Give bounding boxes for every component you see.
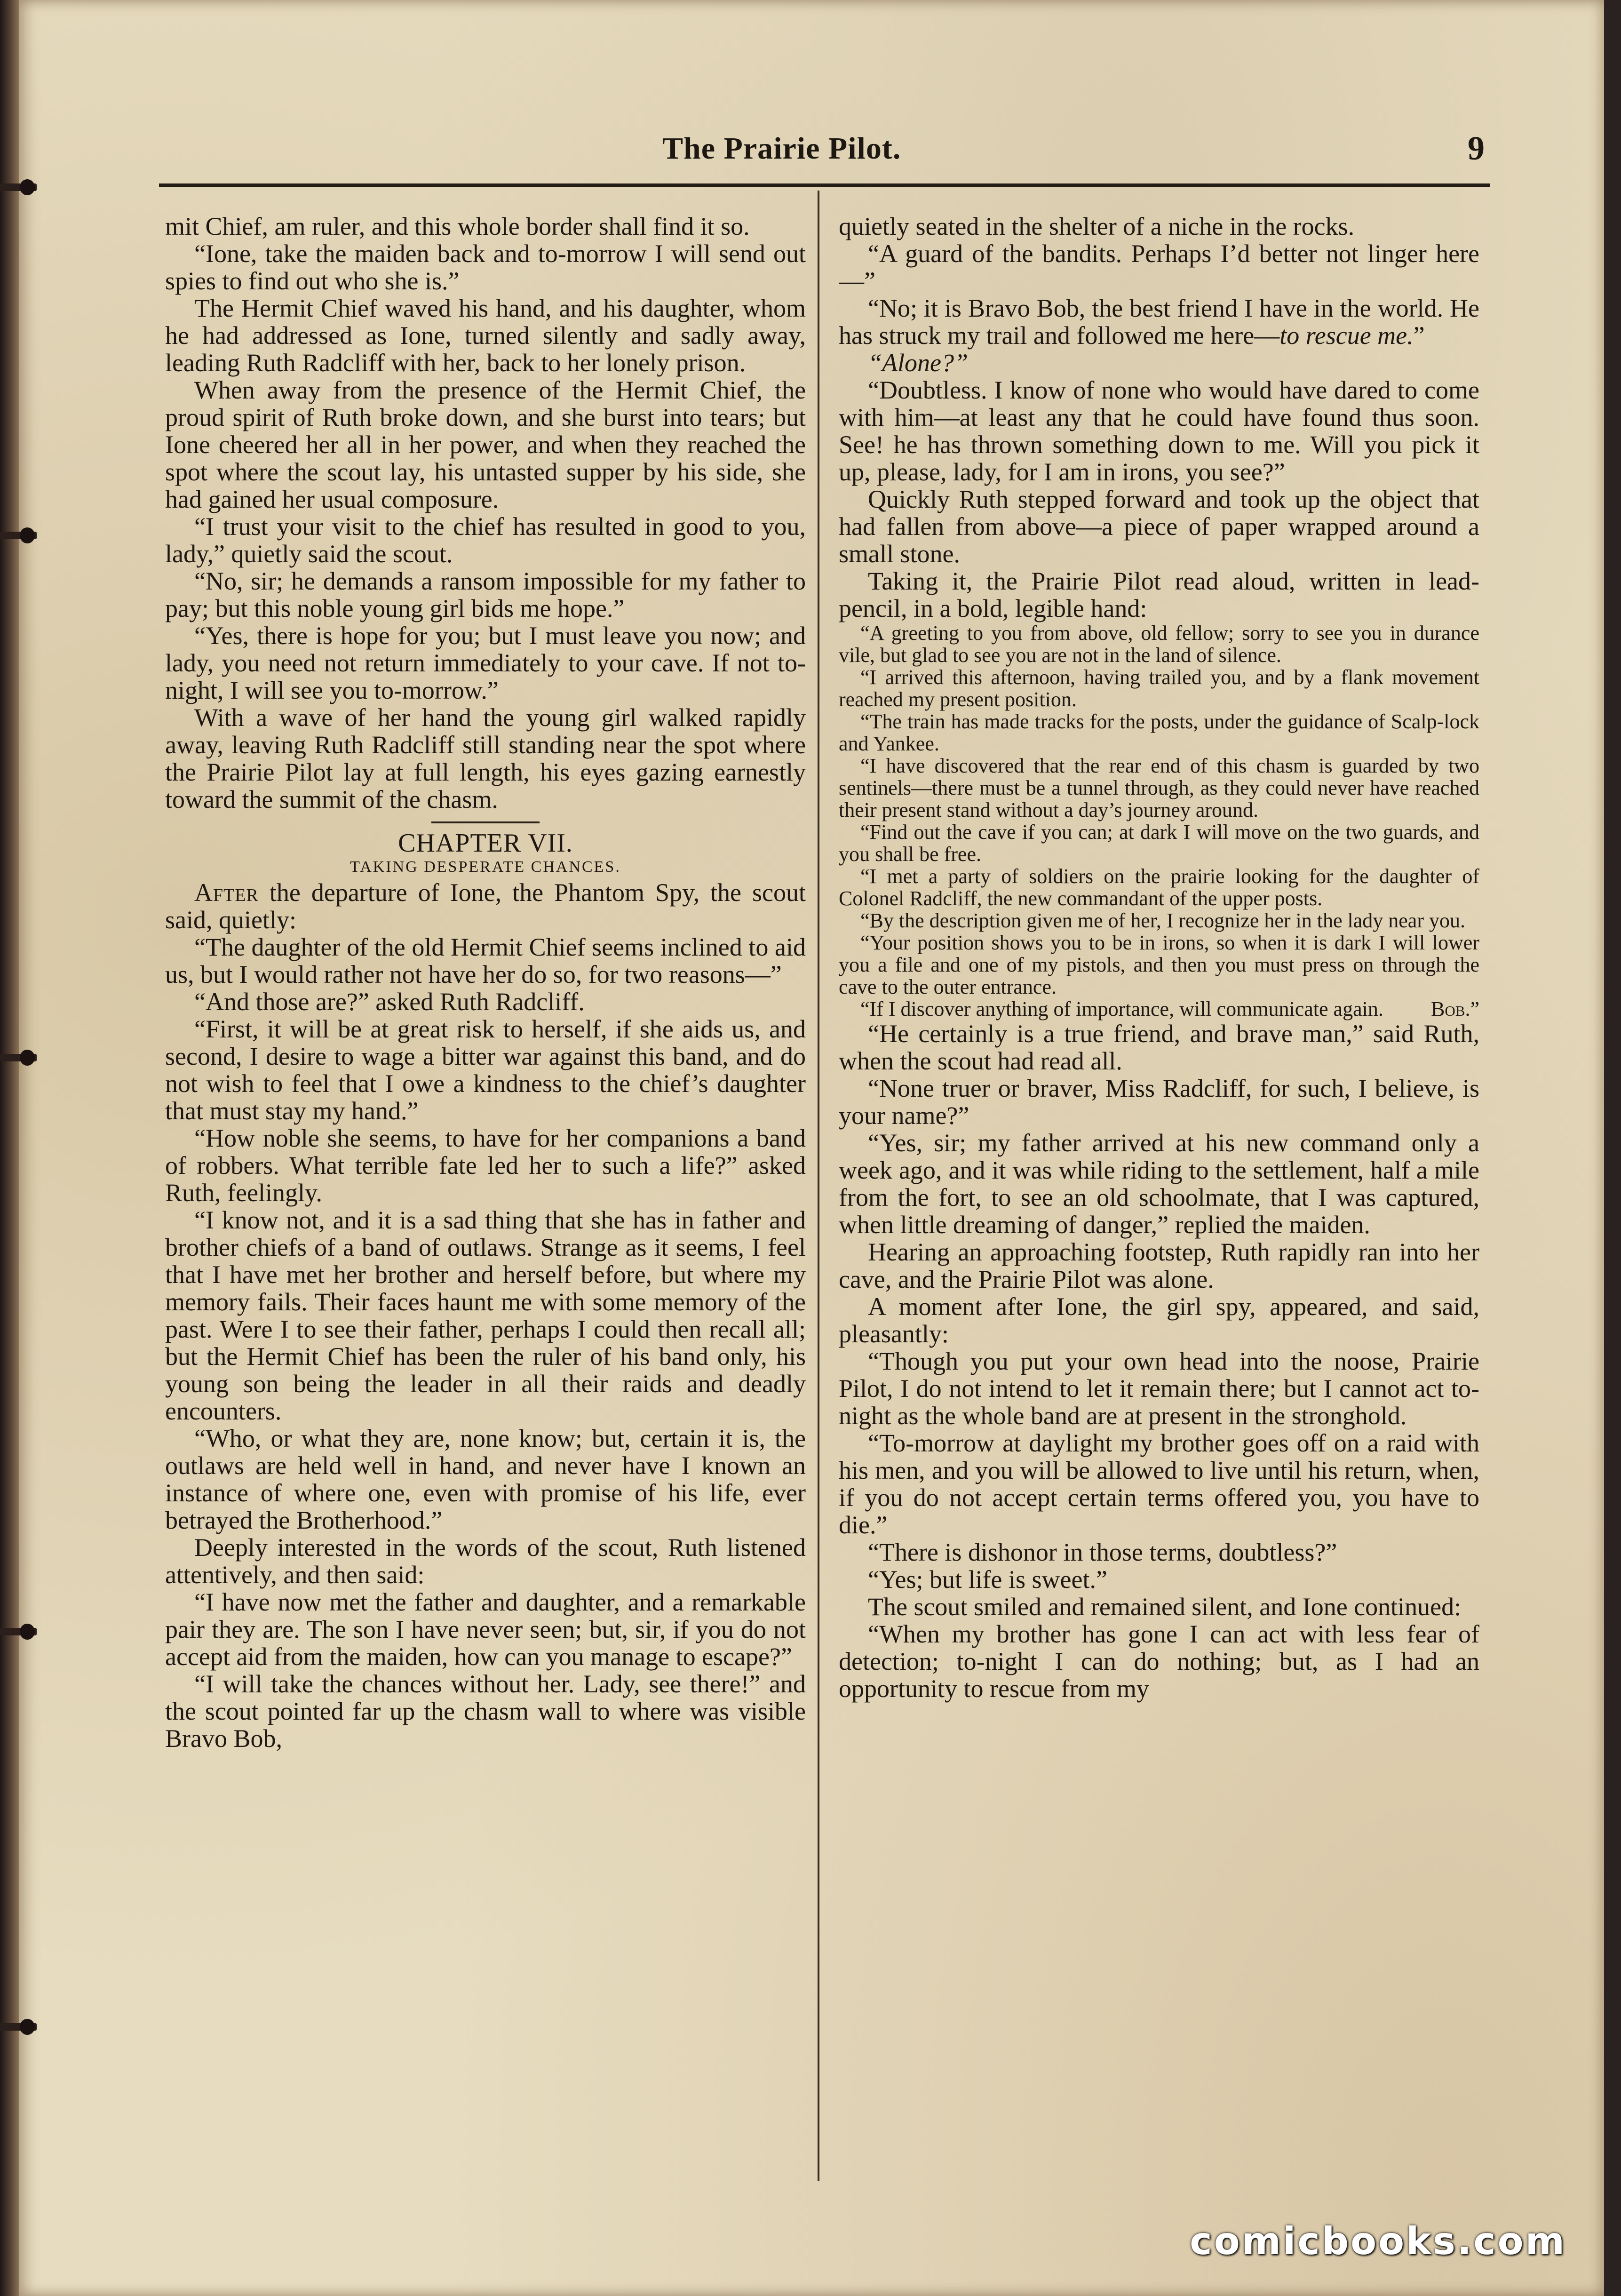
paragraph: “How noble she seems, to have for her companions a band of robbers. What terrible fate led her to such a life?” asked Ruth, feelingly. [165,1124,806,1207]
paragraph: Taking it, the Prairie Pilot read aloud, written in lead-pencil, in a bold, legible hand: [839,567,1479,622]
staple-hole [0,2023,37,2031]
spine-binding [0,0,19,2296]
paragraph: “Doubtless. I know of none who would have dared to come with him—at least any that he could have found thus soon. See! he has thrown something down to me. Will you pick it up, please, lady, for I am in irons, you see?” [839,376,1479,486]
column-divider [818,191,819,2181]
letter-paragraph [839,998,1479,1020]
paragraph: “Who, or what they are, none know; but, certain it is, the outlaws are held well in hand, and never have I known an instance of where one, even with promise of his life, ever betrayed the Brotherhood.” [165,1424,806,1534]
paragraph: “First, it will be at great risk to herself, if she aids us, and second, I desire to wage a bitter war against this band, and do not wish to feel that I owe a kindness to the chief’s daughter that must stay my hand.” [165,1015,806,1125]
paragraph: “I will take the chances without her. Lady, see there!” and the scout pointed far up the chasm wall to where was visible Bravo Bob, [165,1670,806,1753]
paragraph: quietly seated in the shelter of a niche in the rocks. [839,213,1355,240]
site-watermark: comicbooks.com [1190,2219,1566,2263]
staple-hole [0,1054,37,1061]
page-header-title: The Prairie Pilot. [662,131,901,166]
letter-paragraph: “I have discovered that the rear end of this chasm is guarded by two sentinels—there must be a tunnel through, as they could never have reached their present stand without a day’s journey around. [839,754,1479,821]
chapter-divider [431,821,540,823]
letter-text: “If I discover anything of importance, will communicate again. [860,997,1383,1020]
paragraph: “I trust your visit to the chief has resulted in good to you, lady,” quietly said the scout. [165,512,806,568]
paragraph: “Yes, sir; my father arrived at his new command only a week ago, and it was while riding to the settlement, half a mile from the fort, to see an old schoolmate, that I was captured, when little dreaming of danger,” replied the maiden. [839,1129,1479,1239]
paragraph: “When my brother has gone I can act with less fear of detection; to-night I can do nothing; but, as I had an opportunity to rescue from my [839,1620,1479,1703]
letter-paragraph: “I arrived this afternoon, having trailed you, and by a flank movement reached my present position. [839,666,1479,711]
quoted-letter [839,622,1479,1020]
letter-paragraph: “The train has made tracks for the posts, under the guidance of Scalp-lock and Yankee. [839,710,1479,755]
right-column [839,213,1479,2179]
paragraph: Quickly Ruth stepped forward and took up the object that had fallen from above—a piece of paper wrapped around a small stone. [839,485,1479,568]
paragraph: “Yes, there is hope for you; but I must leave you now; and lady, you need not return immediately to your cave. If not to-night, I will see you to-morrow.” [165,622,806,704]
paragraph: “And those are?” asked Ruth Radcliff. [194,988,585,1016]
paragraph: “The daughter of the old Hermit Chief seems inclined to aid us, but I would rather not have her do so, for two reasons—” [165,933,806,989]
paragraph: The scout smiled and remained silent, and Ione continued: [868,1593,1462,1621]
paragraph: “I know not, and it is a sad thing that she has in father and brother chiefs of a band of outlaws. Strange as it seems, I feel that I have met her brother and herself before, but where my memory fails. Their faces haunt me with some memory of the past. Were I to see their father, perhaps I could then recall all; but the Hermit Chief has been the ruler of his band only, his young son being the leader in all their raids and deadly encounters. [165,1206,806,1425]
staple-hole [0,1628,37,1635]
emphasis-text: to rescue me. [1279,321,1414,350]
paragraph: When away from the presence of the Hermit Chief, the proud spirit of Ruth broke down, and she burst into tears; but Ione cheered her all in her power, and when they reached the spot where the scout lay, his untasted supper by his side, she had gained her usual composure. [165,376,806,513]
paragraph: “There is dishonor in those terms, doubtless?” [868,1538,1337,1566]
paragraph: “None truer or braver, Miss Radcliff, for such, I believe, is your name?” [839,1074,1479,1130]
chapter-subtitle: TAKING DESPERATE CHANCES. [350,858,621,876]
paragraph: Deeply interested in the words of the scout, Ruth listened attentively, and then said: [165,1533,806,1589]
letter-paragraph: “Your position shows you to be in irons, so when it is dark I will lower you a file and one of my pistols, and then you must press on through the cave to the outer entrance. [839,931,1479,998]
paragraph: With a wave of her hand the young girl walked rapidly away, leaving Ruth Radcliff still standing near the spot where the Prairie Pilot lay at full length, his eyes gazing earnestly toward the summit of the chasm. [165,703,806,813]
letter-signature: Bob.” [1431,997,1479,1020]
chapter-opening-paragraph [165,879,806,933]
paragraph: The Hermit Chief waved his hand, and his daughter, whom he had addressed as Ione, turned silently and sadly away, leading Ruth Radcliff with her, back to her lonely prison. [165,294,806,377]
paragraph-text: “No; it is Bravo Bob, the best friend I have in the world. He has struck my trail and followed me here— [839,294,1479,350]
paragraph: “No, sir; he demands a ransom impossible for my father to pay; but this noble young girl bids me hope.” [165,567,806,622]
paragraph: mit Chief, am ruler, and this whole border shall find it so. [165,213,750,240]
staple-hole [0,183,37,191]
paragraph: “Ione, take the maiden back and to-morrow I will send out spies to find out who she is.” [165,239,806,295]
letter-paragraph: “I met a party of soldiers on the prairie looking for the daughter of Colonel Radcliff, the new commandant of the upper posts. [839,865,1479,910]
staple-hole [0,532,37,539]
paragraph: A moment after Ione, the girl spy, appeared, and said, pleasantly: [839,1292,1479,1348]
paragraph: “I have now met the father and daughter, and a remarkable pair they are. The son I have never seen; but, sir, if you do not accept aid from the maiden, how can you manage to escape?” [165,1588,806,1671]
magazine-page [19,0,1604,2296]
header-rule [159,183,1490,187]
left-column [165,213,806,2179]
emphasis-text: “Alone?” [868,349,969,377]
chapter-lead-text: the departure of Ione, the Phantom Spy, the scout said, quietly: [165,878,806,934]
page-number: 9 [1468,129,1485,167]
closing-quote: ” [1413,321,1425,350]
chapter-title: CHAPTER VII. [398,829,573,858]
running-header [159,127,1490,179]
paragraph: “A guard of the bandits. Perhaps I’d better not linger here—” [839,239,1479,295]
paragraph [839,295,1479,349]
chapter-lead-word: After [194,878,259,907]
letter-paragraph: “By the description given me of her, I recognize her in the lady near you. [860,909,1465,932]
letter-paragraph: “Find out the cave if you can; at dark I will move on the two guards, and you shall be free. [839,821,1479,866]
paragraph [839,349,1479,376]
letter-paragraph: “A greeting to you from above, old fellow; sorry to see you in durance vile, but glad to see you are not in the land of silence. [839,622,1479,667]
paragraph: “He certainly is a true friend, and brave man,” said Ruth, when the scout had read all. [839,1020,1479,1075]
paragraph: “To-morrow at daylight my brother goes off on a raid with his men, and you will be allowed to live until his return, when, if you do not accept certain terms offered you, you have to die.” [839,1429,1479,1539]
paragraph: Hearing an approaching footstep, Ruth rapidly ran into her cave, and the Prairie Pilot was alone. [839,1238,1479,1293]
paragraph: “Yes; but life is sweet.” [868,1565,1107,1594]
paragraph: “Though you put your own head into the noose, Prairie Pilot, I do not intend to let it remain there; but I cannot act to-night as the whole band are at present in the stronghold. [839,1347,1479,1430]
